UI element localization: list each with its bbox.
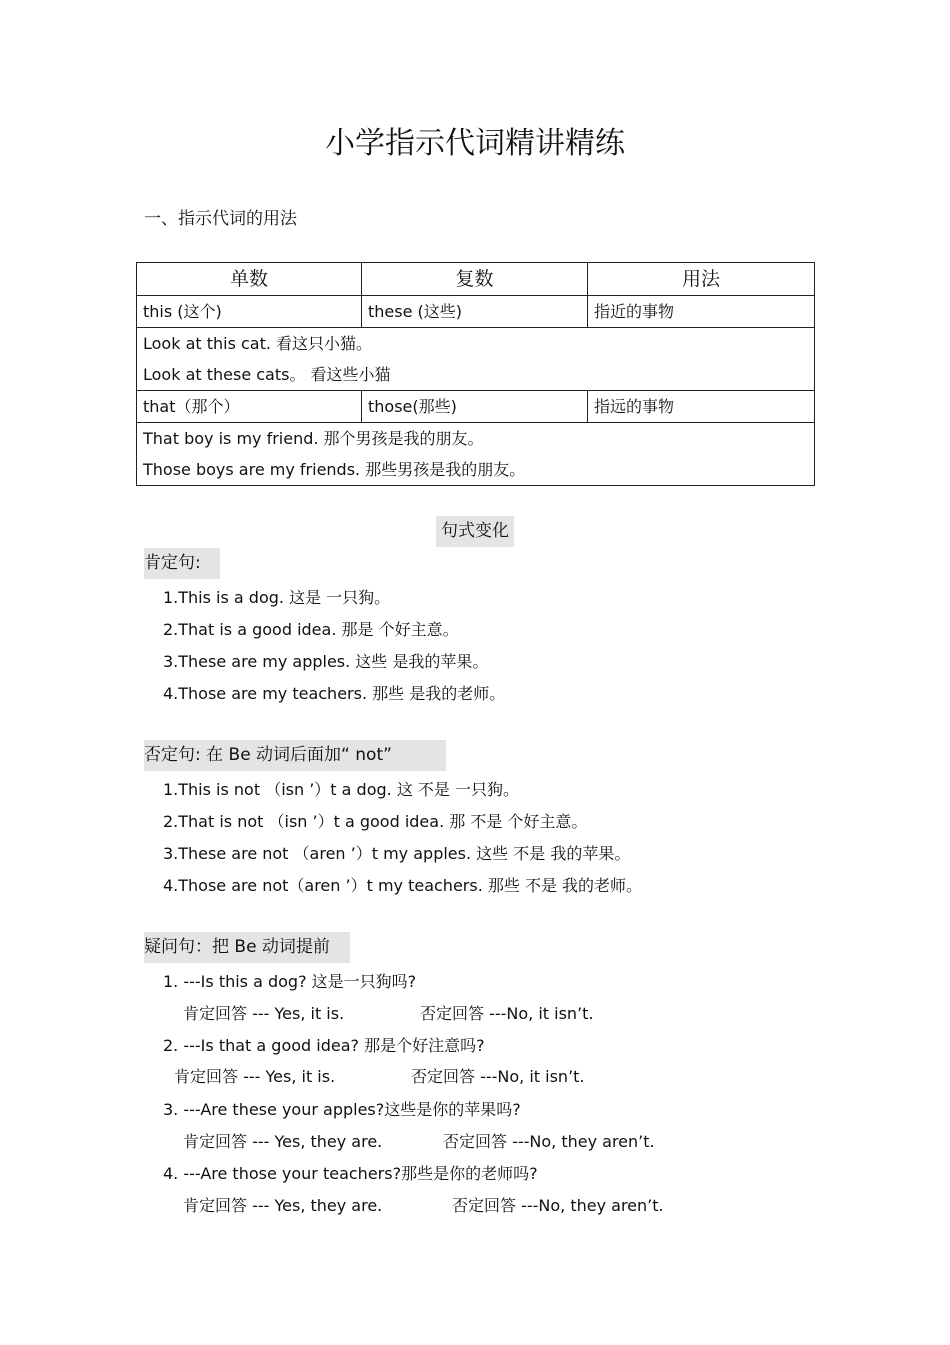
table-example-cell: [137, 423, 815, 486]
answer-yes: 肯定回答 --- Yes, it is.: [174, 1067, 336, 1086]
answer-no: 否定回答 ---No, they aren’t.: [443, 1132, 655, 1151]
answer-yes: 肯定回答 --- Yes, they are.: [183, 1132, 383, 1151]
answer-yes: 肯定回答 --- Yes, it is.: [183, 1004, 345, 1023]
question-line: 2. ---Is that a good idea? 那是个好注意吗?: [163, 1036, 485, 1055]
answer-no: 否定回答 ---No, it isn’t.: [411, 1067, 585, 1086]
answer-no: 否定回答 ---No, it isn’t.: [420, 1004, 594, 1023]
example-sentence: That boy is my friend. 那个男孩是我的朋友。: [143, 429, 484, 448]
table-header-row: [137, 263, 815, 296]
question-label: 疑问句：把 Be 动词提前: [144, 932, 350, 963]
section-heading: 一、指示代词的用法: [144, 209, 297, 229]
example-sentence: Look at this cat. 看这只小猫。: [143, 334, 373, 353]
negative-line: 4.Those are not（aren ’）t my teachers. 那些 不是 我的老师。: [163, 876, 643, 895]
table-row: [137, 391, 815, 423]
negative-line: 2.That is not （isn ’）t a good idea. 那 不是 个好主意。: [163, 812, 588, 831]
table-example-cell: [137, 328, 815, 391]
negative-label: 否定句: 在 Be 动词后面加“ not”: [144, 740, 446, 771]
example-sentence: Those boys are my friends. 那些男孩是我的朋友。: [143, 460, 526, 479]
page-title: 小学指示代词精讲精练: [325, 126, 625, 161]
table-header-cell: 复数: [362, 263, 588, 296]
answer-yes: 肯定回答 --- Yes, they are.: [183, 1196, 383, 1215]
negative-line: 1.This is not （isn ’）t a dog. 这 不是 一只狗。: [163, 780, 519, 799]
negative-line: 3.These are not （aren ’）t my apples. 这些 不是 我的苹果。: [163, 844, 631, 863]
question-line: 1. ---Is this a dog? 这是一只狗吗?: [163, 972, 417, 991]
question-line: 4. ---Are those your teachers?那些是你的老师吗?: [163, 1164, 538, 1183]
table-cell: 指近的事物: [588, 296, 815, 328]
affirmative-line: 4.Those are my teachers. 那些 是我的老师。: [163, 684, 506, 703]
table-row: [137, 296, 815, 328]
table-header-cell: 用法: [588, 263, 815, 296]
table-example-row: [137, 423, 815, 486]
affirmative-line: 3.These are my apples. 这些 是我的苹果。: [163, 652, 489, 671]
pattern-change-heading: 句式变化: [436, 516, 514, 547]
table-cell: 指远的事物: [588, 391, 815, 423]
answer-no: 否定回答 ---No, they aren’t.: [452, 1196, 664, 1215]
table-cell: that（那个）: [137, 391, 362, 423]
table-cell: these (这些): [362, 296, 588, 328]
affirmative-line: 1.This is a dog. 这是 一只狗。: [163, 588, 391, 607]
affirmative-label: 肯定句:: [144, 548, 220, 579]
usage-table: [136, 262, 815, 486]
example-sentence: Look at these cats。 看这些小猫: [143, 365, 391, 384]
table-cell: those(那些): [362, 391, 588, 423]
question-line: 3. ---Are these your apples?这些是你的苹果吗?: [163, 1100, 521, 1119]
table-header-cell: 单数: [137, 263, 362, 296]
table-example-row: [137, 328, 815, 391]
affirmative-line: 2.That is a good idea. 那是 个好主意。: [163, 620, 459, 639]
table-cell: this (这个): [137, 296, 362, 328]
